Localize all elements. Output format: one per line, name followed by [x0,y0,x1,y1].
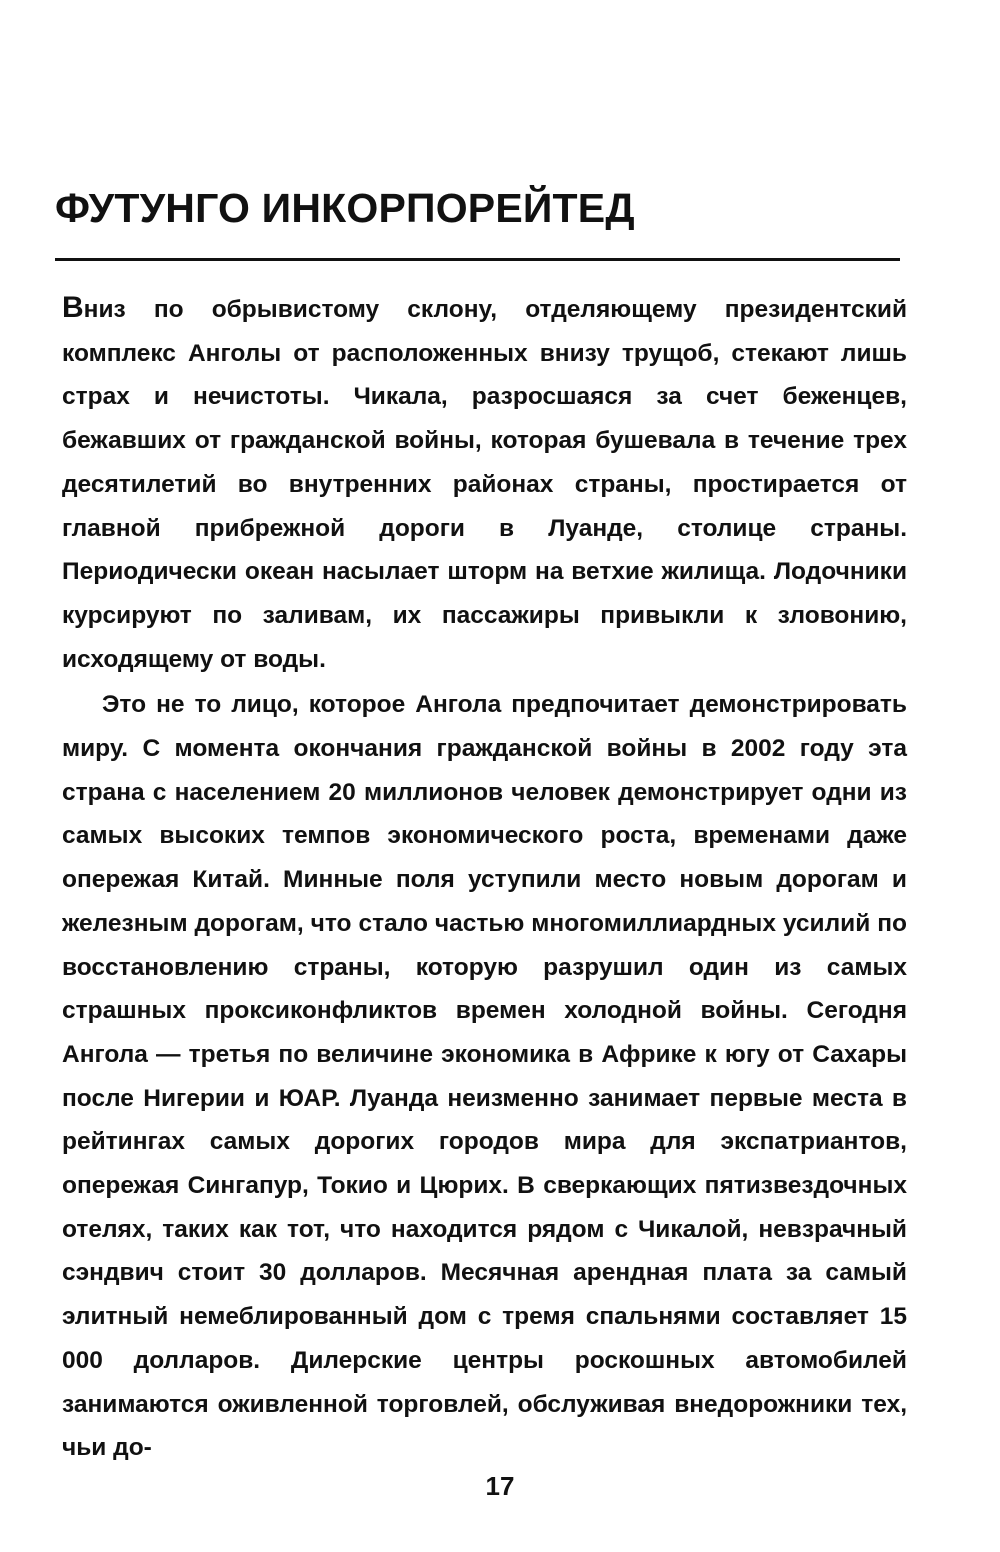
body-text [62,286,907,1470]
title-divider [55,258,900,261]
paragraph-1 [62,286,907,681]
chapter-title: ФУТУНГО ИНКОРПОРЕЙТЕД [55,185,635,231]
paragraph-2: Это не то лицо, которое Ангола предпочитает демонстрировать миру. С момента окончания гражданской войны в 2002 году эта страна с населением 20 миллионов человек демонстрирует одни из самых высоких темпов экономического роста, временами даже опережая Китай. Минные поля уступили место новым дорогам и железным дорогам, что стало частью многомиллиардных усилий по восстановлению страны, которую разрушил один из самых страшных проксиконфликтов времен холодной войны. Сегодня Ангола — третья по величине экономика в Африке к югу от Сахары после Нигерии и ЮАР. Луанда неизменно занимает первые места в рейтингах самых дорогих городов мира для экспатриантов, опережая Сингапур, Токио и Цюрих. В сверкающих пятизвездочных отелях, таких как тот, что находится рядом с Чикалой, невзрачный сэндвич стоит 30 долларов. Месячная арендная плата за самый элитный немеблированный дом с тремя спальнями составляет 15 000 долларов. Дилерские центры роскошных автомобилей занимаются оживленной торговлей, обслуживая внедорожники тех, чьи до- [62,691,907,1462]
paragraph-1-text: низ по обрывистому склону, отделяющему президентский комплекс Анголы от расположенных внизу трущоб, стекают лишь страх и нечистоты. Чикала, разросшаяся за счет беженцев, бежавших от гражданской войны, которая бушевала в течение трех десятилетий во внутренних районах страны, простирается от главной прибрежной дороги в Луанде, столице страны. Периодически океан насылает шторм на ветхие жилища. Лодочники курсируют по заливам, их пассажиры привыкли к зловонию, исходящему от воды. [62,296,907,673]
paragraph-lead-letter: В [62,291,84,324]
page-number: 17 [485,1471,515,1501]
